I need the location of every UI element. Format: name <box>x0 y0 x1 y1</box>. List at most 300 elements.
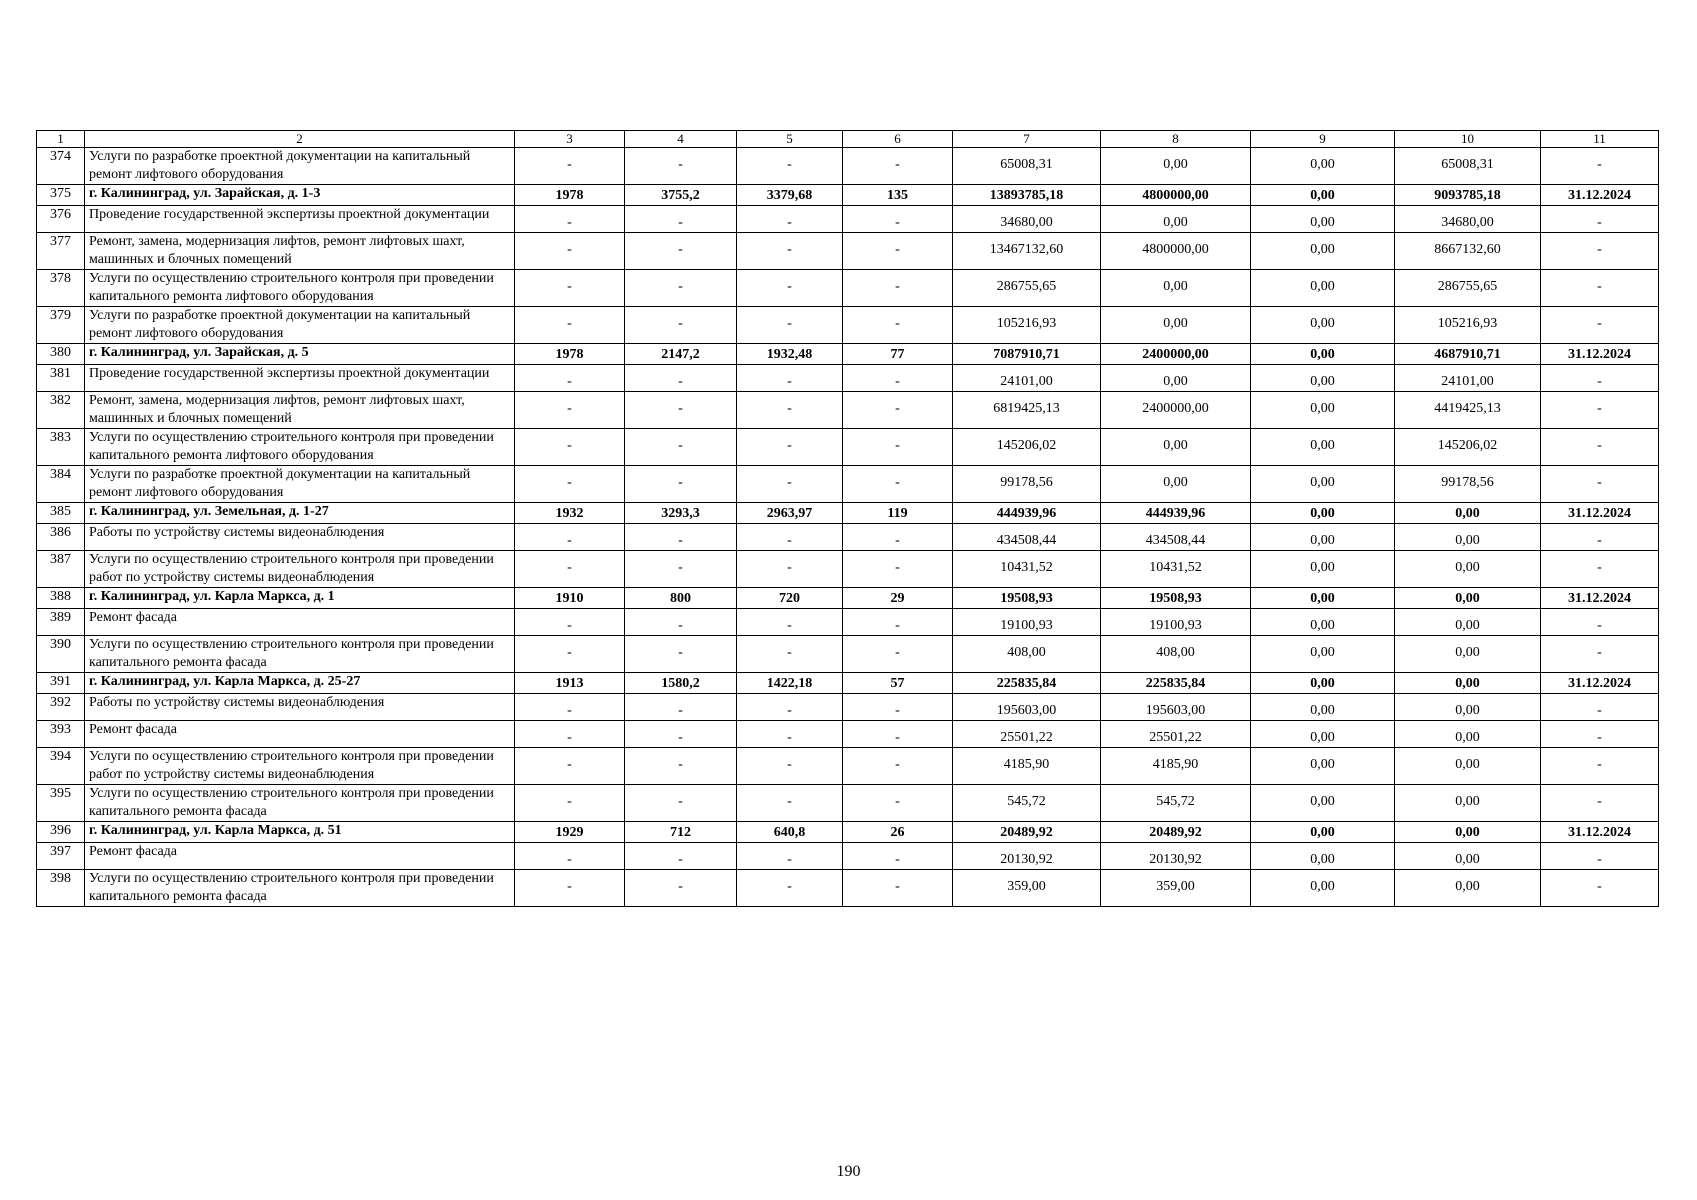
value-cell <box>1541 503 1659 524</box>
value-cell <box>737 694 843 721</box>
value-text: 0,00 <box>1455 560 1480 575</box>
table-row <box>37 785 1659 822</box>
value-cell <box>1101 609 1251 636</box>
work-description-cell: Услуги по осуществлению строительного контроля при проведении капитального ремонта фасада <box>85 785 515 822</box>
value-cell <box>1395 365 1541 392</box>
row-number: 374 <box>37 148 85 185</box>
value-cell <box>737 636 843 673</box>
value-text: - <box>787 730 792 745</box>
value-text: 34680,00 <box>1000 215 1053 230</box>
value-cell <box>1541 843 1659 870</box>
value-text: 77 <box>890 347 905 362</box>
value-cell <box>1251 694 1395 721</box>
value-text: - <box>1597 374 1602 389</box>
value-text: - <box>787 401 792 416</box>
address-cell: г. Калининград, ул. Земельная, д. 1-27 <box>85 503 515 524</box>
value-cell <box>953 429 1101 466</box>
value-cell <box>953 588 1101 609</box>
value-cell <box>1395 307 1541 344</box>
header-cell: 9 <box>1251 131 1395 148</box>
value-cell <box>1541 673 1659 694</box>
value-cell <box>1101 392 1251 429</box>
value-text: - <box>678 757 683 772</box>
value-cell <box>1395 636 1541 673</box>
value-text: 0,00 <box>1455 757 1480 772</box>
value-text: - <box>567 157 572 172</box>
value-text: - <box>1597 560 1602 575</box>
work-description-cell: Работы по устройству системы видеонаблюдения <box>85 524 515 551</box>
value-cell <box>1251 822 1395 843</box>
value-text: 712 <box>670 825 691 840</box>
value-cell <box>1395 694 1541 721</box>
value-cell <box>953 307 1101 344</box>
value-cell <box>625 609 737 636</box>
value-text: 20489,92 <box>1000 825 1053 840</box>
value-cell <box>843 466 953 503</box>
value-cell <box>1395 148 1541 185</box>
value-text: 2147,2 <box>661 347 700 362</box>
value-cell <box>625 721 737 748</box>
value-text: - <box>567 401 572 416</box>
value-cell <box>953 392 1101 429</box>
value-text: 0,00 <box>1310 730 1335 745</box>
value-cell <box>843 721 953 748</box>
value-text: - <box>787 157 792 172</box>
value-cell <box>953 466 1101 503</box>
work-description-cell: Услуги по осуществлению строительного контроля при проведении капитального ремонта лифтового оборудования <box>85 429 515 466</box>
header-cell: 11 <box>1541 131 1659 148</box>
value-text: 0,00 <box>1310 676 1335 691</box>
value-text: 25501,22 <box>1149 730 1202 745</box>
value-text: 0,00 <box>1455 645 1480 660</box>
value-cell <box>953 551 1101 588</box>
value-text: - <box>567 242 572 257</box>
value-text: 19100,93 <box>1149 618 1202 633</box>
value-text: - <box>895 157 900 172</box>
value-text: - <box>1597 703 1602 718</box>
value-text: 99178,56 <box>1000 475 1053 490</box>
value-cell <box>843 429 953 466</box>
value-cell <box>1101 365 1251 392</box>
table-row <box>37 551 1659 588</box>
table-row <box>37 721 1659 748</box>
value-cell <box>843 870 953 907</box>
value-cell <box>953 694 1101 721</box>
header-cell: 8 <box>1101 131 1251 148</box>
value-cell <box>1251 785 1395 822</box>
value-text: - <box>787 757 792 772</box>
value-text: - <box>787 645 792 660</box>
value-cell <box>1251 148 1395 185</box>
value-text: 0,00 <box>1163 374 1188 389</box>
value-cell <box>515 588 625 609</box>
value-text: 0,00 <box>1455 879 1480 894</box>
value-cell <box>737 503 843 524</box>
value-text: 225835,84 <box>1145 676 1206 691</box>
value-text: 434508,44 <box>996 533 1057 548</box>
value-text: 1978 <box>555 347 584 362</box>
value-text: 31.12.2024 <box>1568 825 1631 840</box>
value-text: 2400000,00 <box>1142 347 1209 362</box>
value-text: 0,00 <box>1455 703 1480 718</box>
value-cell <box>1541 721 1659 748</box>
value-cell <box>737 344 843 365</box>
value-cell <box>843 307 953 344</box>
value-cell <box>843 233 953 270</box>
table-row <box>37 673 1659 694</box>
address-cell: г. Калининград, ул. Зарайская, д. 1-3 <box>85 185 515 206</box>
table-row <box>37 392 1659 429</box>
value-cell <box>843 673 953 694</box>
value-text: 0,00 <box>1310 794 1335 809</box>
value-text: 640,8 <box>773 825 806 840</box>
row-number: 382 <box>37 392 85 429</box>
value-cell <box>1251 466 1395 503</box>
value-cell <box>1395 588 1541 609</box>
value-text: 10431,52 <box>1000 560 1053 575</box>
value-text: 13467132,60 <box>989 242 1064 257</box>
value-text: 24101,00 <box>1000 374 1053 389</box>
value-text: - <box>678 533 683 548</box>
value-text: 4419425,13 <box>1434 401 1501 416</box>
value-text: 0,00 <box>1455 825 1480 840</box>
value-text: - <box>678 438 683 453</box>
table-row <box>37 270 1659 307</box>
value-text: 4800000,00 <box>1142 242 1209 257</box>
value-cell <box>737 466 843 503</box>
table-row <box>37 233 1659 270</box>
work-description-cell: Услуги по осуществлению строительного контроля при проведении работ по устройству системы видеонаблюдения <box>85 748 515 785</box>
value-cell <box>953 524 1101 551</box>
row-number: 376 <box>37 206 85 233</box>
value-text: - <box>1597 618 1602 633</box>
value-text: - <box>678 852 683 867</box>
value-text: 0,00 <box>1310 374 1335 389</box>
value-cell <box>515 721 625 748</box>
value-text: - <box>895 794 900 809</box>
row-number: 390 <box>37 636 85 673</box>
value-text: 25501,22 <box>1000 730 1053 745</box>
value-cell <box>625 307 737 344</box>
value-cell <box>953 233 1101 270</box>
value-cell <box>1395 673 1541 694</box>
row-number: 395 <box>37 785 85 822</box>
value-text: 1932 <box>555 506 584 521</box>
value-cell <box>843 843 953 870</box>
value-cell <box>843 524 953 551</box>
value-text: 444939,96 <box>996 506 1057 521</box>
value-cell <box>737 748 843 785</box>
value-text: - <box>895 560 900 575</box>
value-text: 0,00 <box>1310 645 1335 660</box>
value-cell <box>1395 392 1541 429</box>
value-text: - <box>1597 157 1602 172</box>
value-text: - <box>1597 852 1602 867</box>
value-text: - <box>895 852 900 867</box>
table-row <box>37 636 1659 673</box>
value-text: 408,00 <box>1007 645 1046 660</box>
header-cell: 1 <box>37 131 85 148</box>
value-cell <box>1251 392 1395 429</box>
value-text: 0,00 <box>1163 438 1188 453</box>
value-text: 145206,02 <box>996 438 1057 453</box>
value-cell <box>1101 233 1251 270</box>
address-cell: г. Калининград, ул. Зарайская, д. 5 <box>85 344 515 365</box>
value-cell <box>953 365 1101 392</box>
value-text: 19508,93 <box>1000 591 1053 606</box>
value-cell <box>515 148 625 185</box>
value-cell <box>515 636 625 673</box>
value-text: 0,00 <box>1310 591 1335 606</box>
value-cell <box>737 270 843 307</box>
value-text: 0,00 <box>1163 475 1188 490</box>
value-text: - <box>1597 645 1602 660</box>
value-cell <box>1101 694 1251 721</box>
value-cell <box>953 636 1101 673</box>
value-cell <box>1101 185 1251 206</box>
value-cell <box>515 270 625 307</box>
header-cell: 6 <box>843 131 953 148</box>
value-text: 195603,00 <box>996 703 1057 718</box>
value-text: - <box>1597 279 1602 294</box>
value-text: 0,00 <box>1163 279 1188 294</box>
value-text: - <box>678 475 683 490</box>
value-text: - <box>787 374 792 389</box>
value-cell <box>515 392 625 429</box>
value-cell <box>625 588 737 609</box>
value-cell <box>843 636 953 673</box>
table-row <box>37 822 1659 843</box>
row-number: 377 <box>37 233 85 270</box>
value-text: 408,00 <box>1156 645 1195 660</box>
header-cell: 10 <box>1395 131 1541 148</box>
value-cell <box>843 551 953 588</box>
row-number: 394 <box>37 748 85 785</box>
row-number: 380 <box>37 344 85 365</box>
value-text: 1929 <box>555 825 584 840</box>
value-text: - <box>1597 730 1602 745</box>
value-text: - <box>787 533 792 548</box>
table-row <box>37 748 1659 785</box>
value-text: 20130,92 <box>1000 852 1053 867</box>
value-cell <box>515 233 625 270</box>
value-cell <box>1541 609 1659 636</box>
value-cell <box>953 721 1101 748</box>
table-row <box>37 185 1659 206</box>
value-text: 57 <box>890 676 905 691</box>
value-cell <box>1251 636 1395 673</box>
value-cell <box>737 148 843 185</box>
value-cell <box>1541 822 1659 843</box>
value-cell <box>1395 185 1541 206</box>
table-row <box>37 429 1659 466</box>
value-cell <box>515 429 625 466</box>
value-cell <box>1101 870 1251 907</box>
value-cell <box>515 748 625 785</box>
value-cell <box>625 206 737 233</box>
value-text: - <box>678 618 683 633</box>
value-cell <box>953 503 1101 524</box>
table-row <box>37 365 1659 392</box>
value-cell <box>625 503 737 524</box>
work-description-cell: Ремонт фасада <box>85 721 515 748</box>
value-text: 34680,00 <box>1441 215 1494 230</box>
value-cell <box>843 503 953 524</box>
value-cell <box>515 524 625 551</box>
value-cell <box>737 673 843 694</box>
value-text: 13893785,18 <box>989 188 1064 203</box>
value-cell <box>1251 206 1395 233</box>
value-text: 0,00 <box>1310 825 1335 840</box>
value-cell <box>625 551 737 588</box>
value-cell <box>625 636 737 673</box>
value-cell <box>953 785 1101 822</box>
value-text: 0,00 <box>1455 618 1480 633</box>
value-text: 31.12.2024 <box>1568 506 1631 521</box>
value-cell <box>515 551 625 588</box>
value-text: 444939,96 <box>1145 506 1206 521</box>
value-text: - <box>895 374 900 389</box>
value-cell <box>1395 843 1541 870</box>
value-cell <box>1541 694 1659 721</box>
value-text: 0,00 <box>1310 215 1335 230</box>
value-cell <box>737 785 843 822</box>
value-text: - <box>787 852 792 867</box>
value-text: - <box>787 242 792 257</box>
value-cell <box>1395 270 1541 307</box>
value-text: 20130,92 <box>1149 852 1202 867</box>
value-text: - <box>1597 316 1602 331</box>
row-number: 396 <box>37 822 85 843</box>
value-cell <box>515 609 625 636</box>
value-text: - <box>678 730 683 745</box>
value-text: 105216,93 <box>996 316 1057 331</box>
value-text: 0,00 <box>1455 676 1480 691</box>
value-text: - <box>895 215 900 230</box>
value-text: 0,00 <box>1310 852 1335 867</box>
value-cell <box>1541 270 1659 307</box>
value-cell <box>737 609 843 636</box>
value-text: - <box>895 279 900 294</box>
value-text: 0,00 <box>1310 757 1335 772</box>
value-text: 135 <box>887 188 908 203</box>
value-cell <box>515 466 625 503</box>
work-description-cell: Проведение государственной экспертизы проектной документации <box>85 206 515 233</box>
value-text: - <box>678 401 683 416</box>
value-text: 0,00 <box>1310 879 1335 894</box>
value-text: 0,00 <box>1310 438 1335 453</box>
value-cell <box>625 748 737 785</box>
value-cell <box>1101 270 1251 307</box>
value-cell <box>1541 748 1659 785</box>
value-text: 31.12.2024 <box>1568 347 1631 362</box>
value-cell <box>737 392 843 429</box>
value-text: - <box>787 794 792 809</box>
value-text: - <box>567 374 572 389</box>
value-text: 10431,52 <box>1149 560 1202 575</box>
value-cell <box>515 344 625 365</box>
value-cell <box>1251 551 1395 588</box>
value-text: - <box>1597 794 1602 809</box>
value-text: 434508,44 <box>1145 533 1206 548</box>
value-cell <box>1101 551 1251 588</box>
table-row <box>37 148 1659 185</box>
value-text: - <box>567 438 572 453</box>
value-cell <box>515 822 625 843</box>
value-cell <box>1395 344 1541 365</box>
value-cell <box>953 673 1101 694</box>
value-cell <box>1395 233 1541 270</box>
value-cell <box>1541 344 1659 365</box>
value-text: 359,00 <box>1156 879 1195 894</box>
value-cell <box>1541 365 1659 392</box>
value-text: - <box>567 279 572 294</box>
work-description-cell: Проведение государственной экспертизы проектной документации <box>85 365 515 392</box>
value-cell <box>515 503 625 524</box>
value-cell <box>515 206 625 233</box>
value-text: 0,00 <box>1163 215 1188 230</box>
value-cell <box>953 843 1101 870</box>
value-text: 1913 <box>555 676 584 691</box>
value-cell <box>625 365 737 392</box>
value-cell <box>1251 344 1395 365</box>
value-text: - <box>567 215 572 230</box>
value-text: 19508,93 <box>1149 591 1202 606</box>
value-text: 3755,2 <box>661 188 700 203</box>
value-cell <box>625 822 737 843</box>
value-cell <box>953 148 1101 185</box>
value-text: 800 <box>670 591 691 606</box>
row-number: 387 <box>37 551 85 588</box>
value-text: 0,00 <box>1310 618 1335 633</box>
value-text: 225835,84 <box>996 676 1057 691</box>
row-number: 375 <box>37 185 85 206</box>
header-cell: 2 <box>85 131 515 148</box>
value-text: - <box>895 401 900 416</box>
table-row <box>37 307 1659 344</box>
row-number: 379 <box>37 307 85 344</box>
value-cell <box>625 785 737 822</box>
value-cell <box>1395 785 1541 822</box>
value-text: 4687910,71 <box>1434 347 1501 362</box>
column-number-header-row <box>37 131 1659 148</box>
value-text: 31.12.2024 <box>1568 591 1631 606</box>
row-number: 386 <box>37 524 85 551</box>
value-text: 720 <box>779 591 800 606</box>
value-cell <box>953 344 1101 365</box>
value-text: 195603,00 <box>1145 703 1206 718</box>
value-cell <box>953 270 1101 307</box>
value-cell <box>737 721 843 748</box>
value-text: 2963,97 <box>766 506 813 521</box>
value-cell <box>843 270 953 307</box>
value-text: - <box>1597 475 1602 490</box>
value-text: - <box>678 703 683 718</box>
page-number: 190 <box>836 1163 861 1180</box>
value-cell <box>843 822 953 843</box>
value-cell <box>1251 673 1395 694</box>
table-row <box>37 843 1659 870</box>
row-number: 381 <box>37 365 85 392</box>
row-number: 385 <box>37 503 85 524</box>
value-cell <box>1395 822 1541 843</box>
value-text: 65008,31 <box>1000 157 1053 172</box>
value-cell <box>843 609 953 636</box>
value-text: 29 <box>890 591 905 606</box>
value-text: 31.12.2024 <box>1568 188 1631 203</box>
value-cell <box>1251 503 1395 524</box>
header-cell: 4 <box>625 131 737 148</box>
